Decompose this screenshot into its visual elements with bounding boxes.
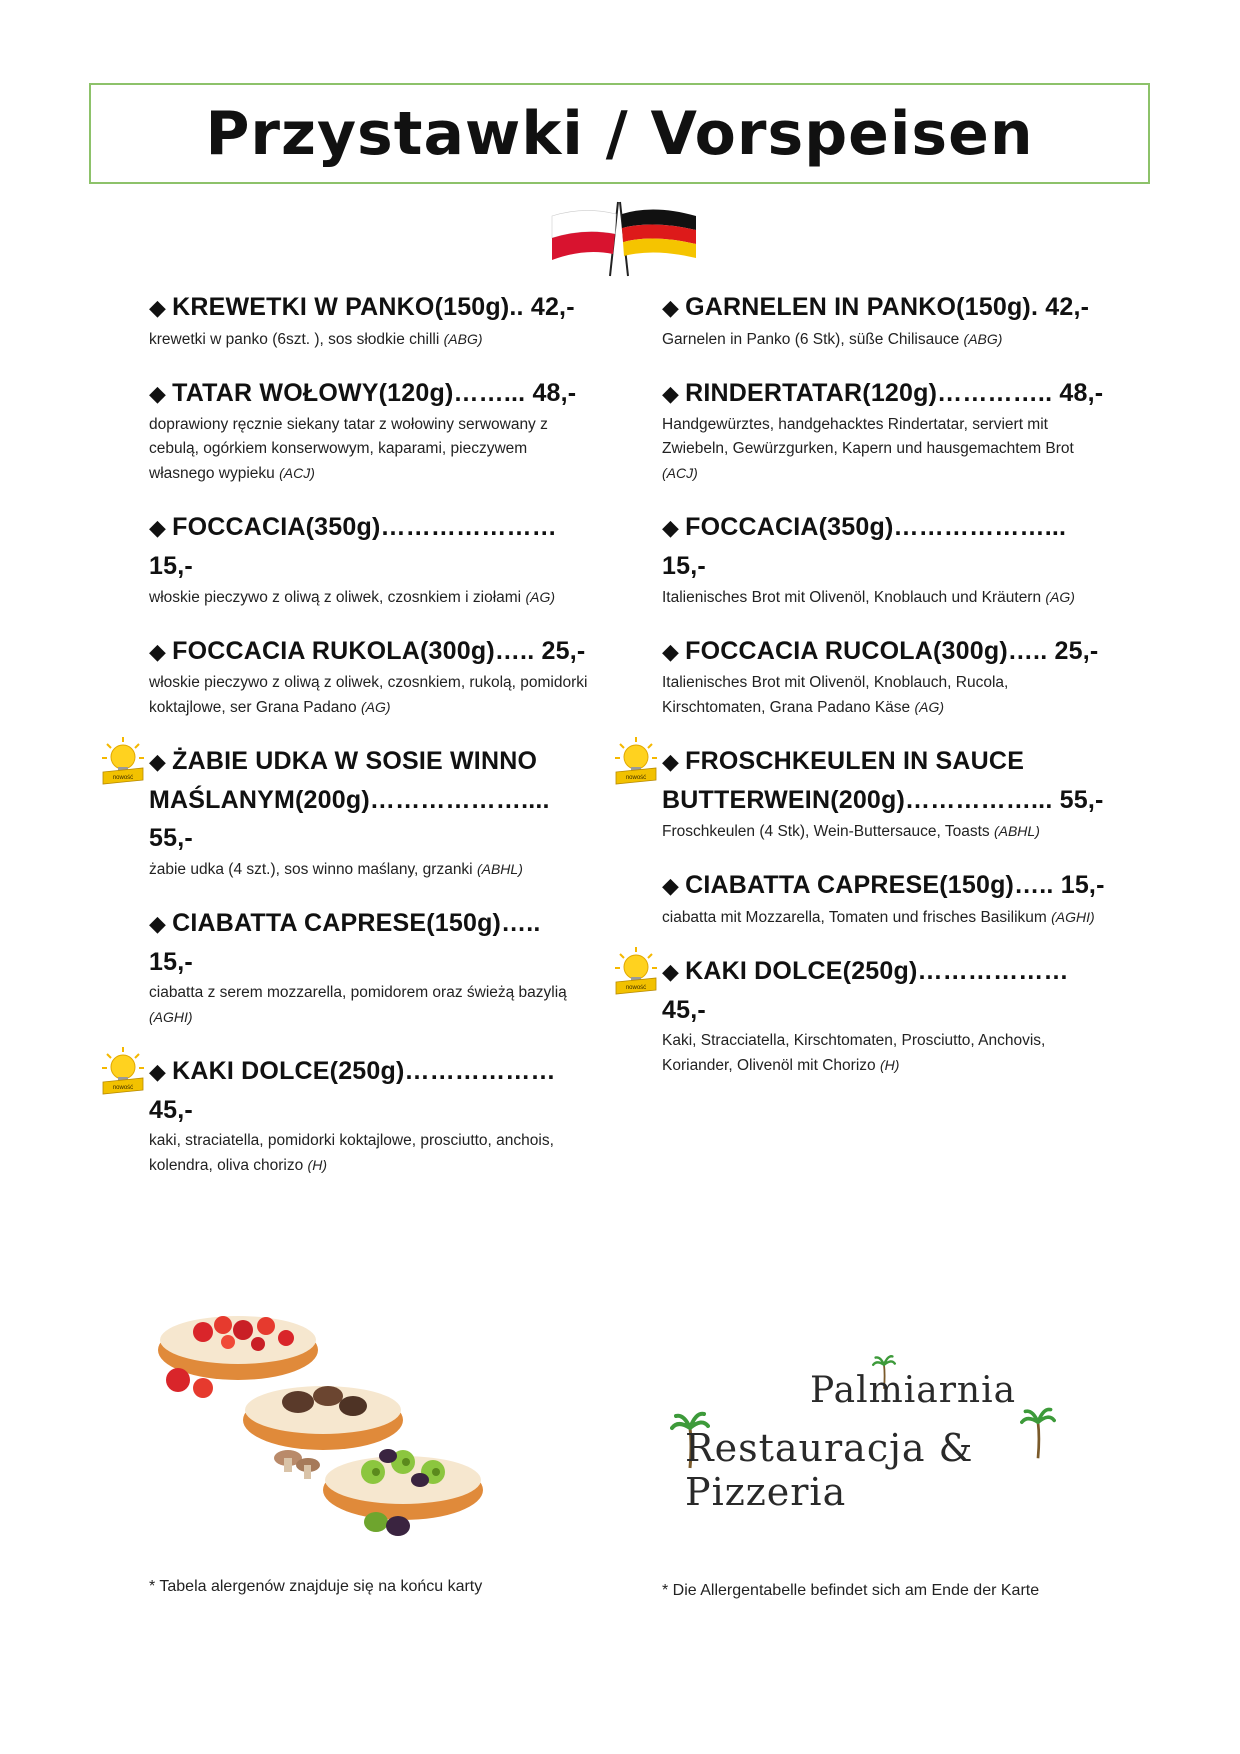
- menu-item-description: [149, 671, 589, 720]
- diamond-bullet-icon: ◆: [662, 749, 680, 774]
- menu-item-allergens: (H): [307, 1157, 327, 1173]
- menu-item: [625, 952, 1112, 1078]
- logo-name: Palmiarnia: [810, 1370, 1017, 1411]
- menu-item-description: [662, 585, 1112, 610]
- menu-item-allergens: (ABG): [443, 331, 483, 347]
- menu-item-allergens: (ACJ): [662, 465, 698, 481]
- menu-item-title: ŻABIE UDKA W SOSIE WINNO MAŚLANYM(200g)……………….... 55,-: [149, 747, 550, 852]
- menu-item-description-text: Garnelen in Panko (6 Stk), süße Chilisauce: [662, 331, 960, 348]
- menu-item: [149, 288, 589, 352]
- menu-item-description-text: Kaki, Stracciatella, Kirschtomaten, Prosciutto, Anchovis, Koriander, Olivenöl mit Chorizo: [662, 1032, 1046, 1074]
- menu-item-allergens: (ABHL): [476, 861, 523, 877]
- menu-item-allergens: (H): [879, 1057, 900, 1073]
- menu-item: [662, 508, 1112, 610]
- new-item-lightbulb-icon: [614, 736, 658, 786]
- menu-item-allergens: (AG): [525, 589, 555, 605]
- badge-label: nowość: [625, 775, 647, 781]
- menu-item-name: [149, 1052, 589, 1129]
- menu-item-name: [149, 508, 589, 585]
- menu-item-allergens: (AGHI): [1051, 909, 1095, 925]
- new-item-lightbulb-icon: [101, 736, 145, 786]
- menu-column-german: [625, 288, 1112, 1100]
- crossed-flags-icon: [548, 198, 700, 278]
- menu-item-title: FOCCACIA(350g)………………… 15,-: [149, 513, 557, 580]
- new-item-lightbulb-icon: [614, 946, 658, 996]
- menu-item: [625, 742, 1112, 844]
- menu-item-description-text: włoskie pieczywo z oliwą z oliwek, czosnkiem, rukolą, pomidorki koktajlowe, ser Grana Padano: [149, 674, 588, 716]
- menu-item: [662, 632, 1112, 720]
- menu-item-name: [149, 632, 589, 671]
- menu-item: [149, 508, 589, 610]
- title-frame: [89, 83, 1150, 184]
- menu-item-name: [662, 742, 1112, 819]
- menu-item-description: [662, 327, 1112, 352]
- menu-item-description: [149, 585, 589, 610]
- menu-item-allergens: (ACJ): [279, 465, 315, 481]
- menu-item: [662, 374, 1112, 486]
- menu-item-description: [149, 413, 589, 486]
- menu-item: [149, 904, 589, 1030]
- menu-item-name: [662, 288, 1112, 327]
- menu-item-title: KAKI DOLCE(250g)……………… 45,-: [149, 1057, 556, 1124]
- menu-item: [112, 742, 589, 882]
- diamond-bullet-icon: ◆: [149, 381, 167, 406]
- menu-item-title: FOCCACIA(350g)………………... 15,-: [662, 513, 1067, 580]
- menu-item-description-text: Froschkeulen (4 Stk), Wein-Buttersauce, Toasts: [662, 823, 990, 840]
- new-item-lightbulb-icon: [101, 1046, 145, 1096]
- restaurant-logo: [670, 1370, 1110, 1514]
- diamond-bullet-icon: ◆: [662, 515, 680, 540]
- diamond-bullet-icon: ◆: [662, 381, 680, 406]
- menu-item-allergens: (AG): [914, 699, 945, 715]
- menu-item-description-text: kaki, straciatella, pomidorki koktajlowe, prosciutto, anchois, kolendra, oliva chorizo: [149, 1132, 554, 1174]
- diamond-bullet-icon: ◆: [149, 515, 167, 540]
- bruschetta-illustration: [148, 1290, 518, 1540]
- menu-item: [149, 374, 589, 486]
- menu-item-description: [149, 327, 589, 352]
- menu-item-description-text: doprawiony ręcznie siekany tatar z wołowiny serwowany z cebulą, ogórkiem konserwowym, kaparami, pieczywem własnego wypieku: [149, 416, 548, 482]
- menu-item-description: [662, 905, 1112, 930]
- menu-item-name: [662, 632, 1112, 671]
- diamond-bullet-icon: ◆: [662, 639, 680, 664]
- menu-item-description: [149, 1129, 589, 1178]
- menu-item-description: [149, 857, 589, 882]
- menu-item-description-text: Italienisches Brot mit Olivenöl, Knoblauch, Rucola, Kirschtomaten, Grana Padano Käse: [662, 674, 1009, 716]
- menu-item-title: KAKI DOLCE(250g)……………… 45,-: [662, 957, 1069, 1024]
- allergen-note-polish: * Tabela alergenów znajduje się na końcu karty: [149, 1578, 483, 1595]
- menu-item-description-text: ciabatta mit Mozzarella, Tomaten und frisches Basilikum: [662, 909, 1047, 926]
- menu-item-name: [149, 904, 589, 981]
- menu-column-polish: [112, 288, 589, 1200]
- menu-item-name: [662, 866, 1112, 905]
- menu-item-title: TATAR WOŁOWY(120g)……... 48,-: [172, 379, 577, 407]
- menu-item-allergens: (AG): [1045, 589, 1075, 605]
- menu-item-name: [662, 952, 1112, 1029]
- menu-item-description-text: włoskie pieczywo z oliwą z oliwek, czosnkiem i ziołami: [149, 589, 522, 606]
- menu-item-description-text: Handgewürztes, handgehacktes Rindertatar, serviert mit Zwiebeln, Gewürzgurken, Kapern und hausgemachtem Brot: [662, 416, 1074, 457]
- menu-item-title: FROSCHKEULEN IN SAUCE BUTTERWEIN(200g)……………... 55,-: [662, 747, 1104, 814]
- menu-item-description-text: krewetki w panko (6szt. ), sos słodkie chilli: [149, 331, 440, 348]
- menu-item-title: CIABATTA CAPRESE(150g)….. 15,-: [685, 871, 1105, 899]
- diamond-bullet-icon: ◆: [149, 295, 167, 320]
- menu-item-allergens: (ABHL): [993, 823, 1040, 839]
- logo-subtitle: Restauracja & Pizzeria: [685, 1426, 974, 1514]
- menu-item: [662, 866, 1112, 930]
- allergen-note-german: * Die Allergentabelle befindet sich am Ende der Karte: [662, 1582, 1040, 1599]
- menu-item-title: FOCCACIA RUKOLA(300g)….. 25,-: [172, 637, 586, 665]
- diamond-bullet-icon: ◆: [662, 295, 680, 320]
- menu-item: [149, 632, 589, 720]
- page-title: Przystawki / Vorspeisen: [205, 98, 1034, 169]
- menu-item-allergens: (AGHI): [149, 1009, 193, 1025]
- menu-item-title: KREWETKI W PANKO(150g).. 42,-: [172, 293, 575, 321]
- menu-item-description: [662, 1029, 1112, 1078]
- diamond-bullet-icon: ◆: [149, 911, 167, 936]
- menu-item-description: [662, 671, 1112, 720]
- menu-item-title: FOCCACIA RUCOLA(300g)….. 25,-: [685, 637, 1099, 665]
- menu-item-name: [662, 374, 1112, 413]
- diamond-bullet-icon: ◆: [662, 873, 680, 898]
- diamond-bullet-icon: ◆: [149, 749, 167, 774]
- menu-item-title: CIABATTA CAPRESE(150g)….. 15,-: [149, 909, 541, 976]
- badge-label: nowość: [112, 1085, 134, 1091]
- diamond-bullet-icon: ◆: [149, 1059, 167, 1084]
- menu-item: [112, 1052, 589, 1178]
- diamond-bullet-icon: ◆: [662, 959, 680, 984]
- menu-item-title: GARNELEN IN PANKO(150g). 42,-: [685, 293, 1090, 321]
- menu-item-title: RINDERTATAR(120g)………….. 48,-: [685, 379, 1104, 407]
- menu-item: [662, 288, 1112, 352]
- menu-item-name: [149, 374, 589, 413]
- menu-item-allergens: (ABG): [963, 331, 1003, 347]
- menu-item-name: [662, 508, 1112, 585]
- menu-item-name: [149, 288, 589, 327]
- menu-item-description-text: żabie udka (4 szt.), sos winno maślany, grzanki: [149, 861, 473, 878]
- badge-label: nowość: [625, 985, 647, 991]
- badge-label: nowość: [112, 775, 134, 781]
- diamond-bullet-icon: ◆: [149, 639, 167, 664]
- menu-item-name: [149, 742, 589, 857]
- menu-item-description-text: Italienisches Brot mit Olivenöl, Knoblauch und Kräutern: [662, 589, 1042, 606]
- menu-item-description: [662, 819, 1112, 844]
- menu-item-description: [662, 413, 1112, 486]
- menu-item-description-text: ciabatta z serem mozzarella, pomidorem oraz świeżą bazylią: [149, 984, 567, 1001]
- menu-item-allergens: (AG): [360, 699, 391, 715]
- menu-item-description: [149, 981, 589, 1030]
